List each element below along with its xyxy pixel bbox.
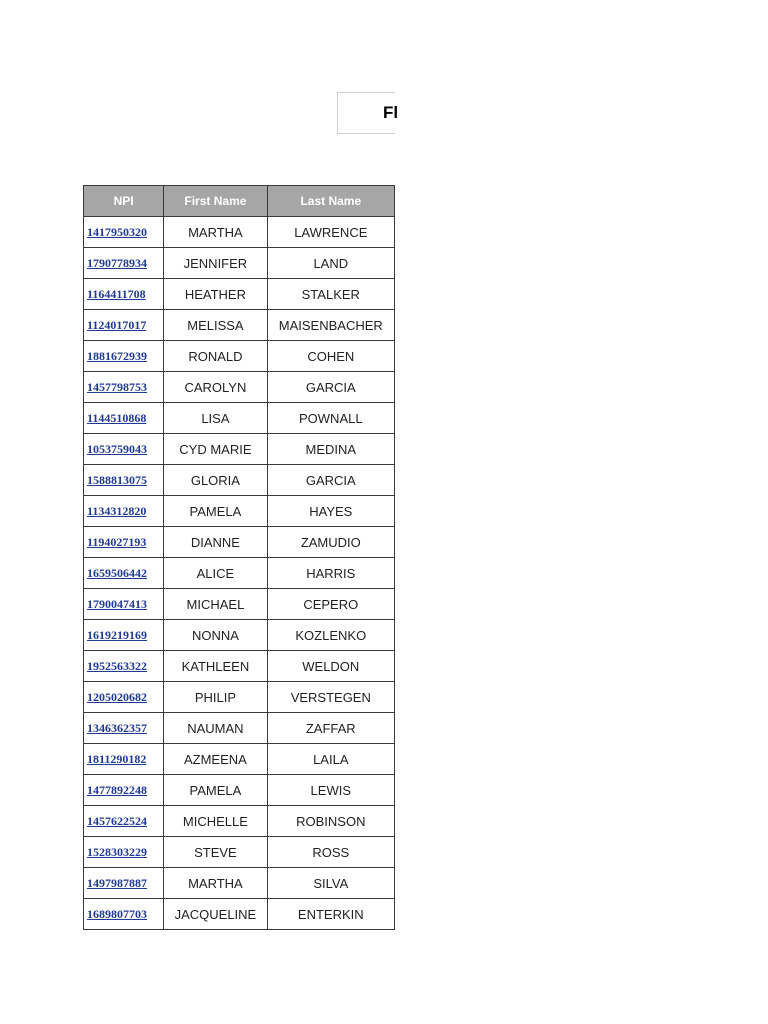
npi-cell [84,465,164,496]
last-name-cell: ROSS [267,837,394,868]
last-name-cell: LAND [267,248,394,279]
table-row [84,403,395,434]
table-row [84,837,395,868]
last-name-cell: MEDINA [267,434,394,465]
npi-link[interactable]: 1205020682 [87,690,147,704]
first-name-cell: STEVE [164,837,267,868]
table-row [84,651,395,682]
table-row [84,744,395,775]
npi-link[interactable]: 1881672939 [87,349,147,363]
npi-link[interactable]: 1194027193 [87,535,147,549]
npi-link[interactable]: 1790047413 [87,597,147,611]
npi-link[interactable]: 1457798753 [87,380,147,394]
npi-link[interactable]: 1528303229 [87,845,147,859]
last-name-cell: HAYES [267,496,394,527]
table-row [84,248,395,279]
npi-cell [84,713,164,744]
table-row [84,589,395,620]
npi-cell [84,434,164,465]
npi-link[interactable]: 1619219169 [87,628,147,642]
last-name-cell: STALKER [267,279,394,310]
npi-cell [84,775,164,806]
npi-cell [84,310,164,341]
header-npi: NPI [84,186,164,217]
npi-link[interactable]: 1497987887 [87,876,147,890]
npi-link[interactable]: 1588813075 [87,473,147,487]
table-row [84,806,395,837]
first-name-cell: KATHLEEN [164,651,267,682]
first-name-cell: HEATHER [164,279,267,310]
last-name-cell: LAILA [267,744,394,775]
table-row [84,527,395,558]
last-name-cell: POWNALL [267,403,394,434]
table-row [84,775,395,806]
first-name-cell: MICHELLE [164,806,267,837]
last-name-cell: COHEN [267,341,394,372]
first-name-cell: AZMEENA [164,744,267,775]
npi-cell [84,341,164,372]
table-row [84,682,395,713]
first-name-cell: CAROLYN [164,372,267,403]
last-name-cell: SILVA [267,868,394,899]
first-name-cell: PAMELA [164,775,267,806]
npi-cell [84,217,164,248]
npi-link[interactable]: 1144510868 [87,411,147,425]
npi-link[interactable]: 1811290182 [87,752,147,766]
table-row [84,310,395,341]
npi-cell [84,589,164,620]
first-name-cell: MICHAEL [164,589,267,620]
npi-link[interactable]: 1477892248 [87,783,147,797]
table-row [84,868,395,899]
page-title: Fl [383,103,399,122]
npi-cell [84,651,164,682]
first-name-cell: LISA [164,403,267,434]
npi-cell [84,558,164,589]
first-name-cell: DIANNE [164,527,267,558]
first-name-cell: CYD MARIE [164,434,267,465]
table-body [84,217,395,930]
npi-cell [84,682,164,713]
npi-link[interactable]: 1134312820 [87,504,147,518]
table-row [84,341,395,372]
last-name-cell: ZAMUDIO [267,527,394,558]
npi-link[interactable]: 1346362357 [87,721,147,735]
header-first-name: First Name [164,186,267,217]
npi-cell [84,837,164,868]
last-name-cell: ENTERKIN [267,899,394,930]
npi-cell [84,868,164,899]
table-row [84,434,395,465]
npi-link[interactable]: 1164411708 [87,287,146,301]
npi-link[interactable]: 1124017017 [87,318,147,332]
npi-link[interactable]: 1457622524 [87,814,147,828]
npi-table [83,185,395,930]
npi-cell [84,372,164,403]
table-row [84,217,395,248]
first-name-cell: GLORIA [164,465,267,496]
npi-link[interactable]: 1790778934 [87,256,147,270]
first-name-cell: ALICE [164,558,267,589]
table-row [84,713,395,744]
npi-cell [84,620,164,651]
first-name-cell: PHILIP [164,682,267,713]
first-name-cell: PAMELA [164,496,267,527]
last-name-cell: GARCIA [267,372,394,403]
first-name-cell: MARTHA [164,217,267,248]
table-row [84,558,395,589]
npi-link[interactable]: 1659506442 [87,566,147,580]
table-row [84,372,395,403]
table-row [84,465,395,496]
first-name-cell: NAUMAN [164,713,267,744]
table-row [84,279,395,310]
table-header-row [84,186,395,217]
npi-cell [84,744,164,775]
table-row [84,620,395,651]
last-name-cell: ROBINSON [267,806,394,837]
last-name-cell: KOZLENKO [267,620,394,651]
last-name-cell: CEPERO [267,589,394,620]
first-name-cell: JACQUELINE [164,899,267,930]
first-name-cell: RONALD [164,341,267,372]
first-name-cell: MARTHA [164,868,267,899]
npi-cell [84,403,164,434]
npi-cell [84,527,164,558]
header-last-name: Last Name [267,186,394,217]
npi-cell [84,496,164,527]
first-name-cell: MELISSA [164,310,267,341]
last-name-cell: WELDON [267,651,394,682]
npi-link[interactable]: 1689807703 [87,907,147,921]
npi-link[interactable]: 1053759043 [87,442,147,456]
title-box [337,92,399,134]
last-name-cell: VERSTEGEN [267,682,394,713]
npi-cell [84,899,164,930]
first-name-cell: JENNIFER [164,248,267,279]
last-name-cell: HARRIS [267,558,394,589]
last-name-cell: MAISENBACHER [267,310,394,341]
npi-cell [84,279,164,310]
npi-link[interactable]: 1417950320 [87,225,147,239]
last-name-cell: LAWRENCE [267,217,394,248]
npi-cell [84,248,164,279]
table-row [84,899,395,930]
table-row [84,496,395,527]
last-name-cell: GARCIA [267,465,394,496]
last-name-cell: ZAFFAR [267,713,394,744]
first-name-cell: NONNA [164,620,267,651]
last-name-cell: LEWIS [267,775,394,806]
npi-link[interactable]: 1952563322 [87,659,147,673]
npi-cell [84,806,164,837]
